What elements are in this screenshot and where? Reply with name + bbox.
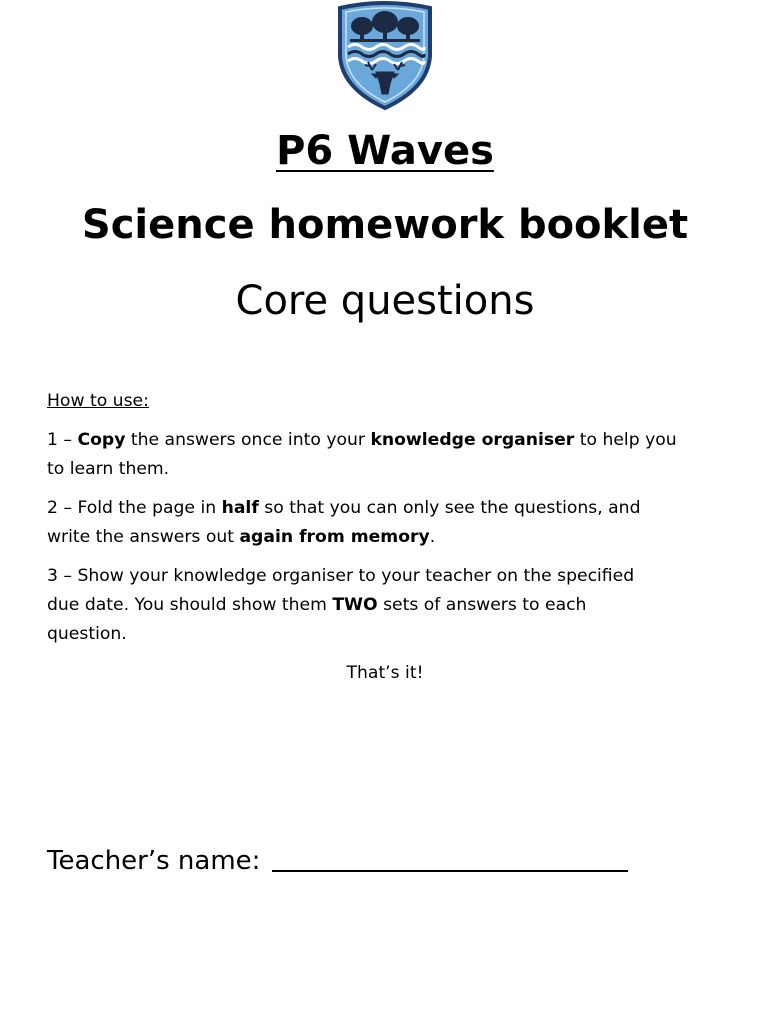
- closing-text: That’s it!: [346, 663, 424, 683]
- page-title: P6 Waves: [276, 128, 494, 174]
- instruction-line: to learn them.: [47, 459, 170, 479]
- instruction-line: write the answers out again from memory.: [47, 527, 436, 547]
- instruction-item-1: [47, 426, 727, 484]
- section-title: Core questions: [235, 278, 535, 324]
- instruction-line: 1 – Copy the answers once into your knowledge organiser to help you: [47, 430, 677, 450]
- teacher-name-blank-line: [272, 870, 628, 872]
- instruction-line: 2 – Fold the page in half so that you can only see the questions, and: [47, 498, 641, 518]
- booklet-subtitle: Science homework booklet: [81, 202, 689, 248]
- instruction-line: 3 – Show your knowledge organiser to your teacher on the specified: [47, 566, 635, 586]
- teacher-name-label: Teacher’s name:: [47, 846, 261, 876]
- instructions-heading: How to use:: [47, 391, 149, 411]
- instruction-line: question.: [47, 624, 127, 644]
- instruction-item-2: [47, 494, 727, 552]
- teacher-name-field: [47, 846, 628, 876]
- instruction-item-3: [47, 562, 727, 649]
- school-crest-icon: [332, 0, 438, 112]
- instruction-line: due date. You should show them TWO sets of answers to each: [47, 595, 587, 615]
